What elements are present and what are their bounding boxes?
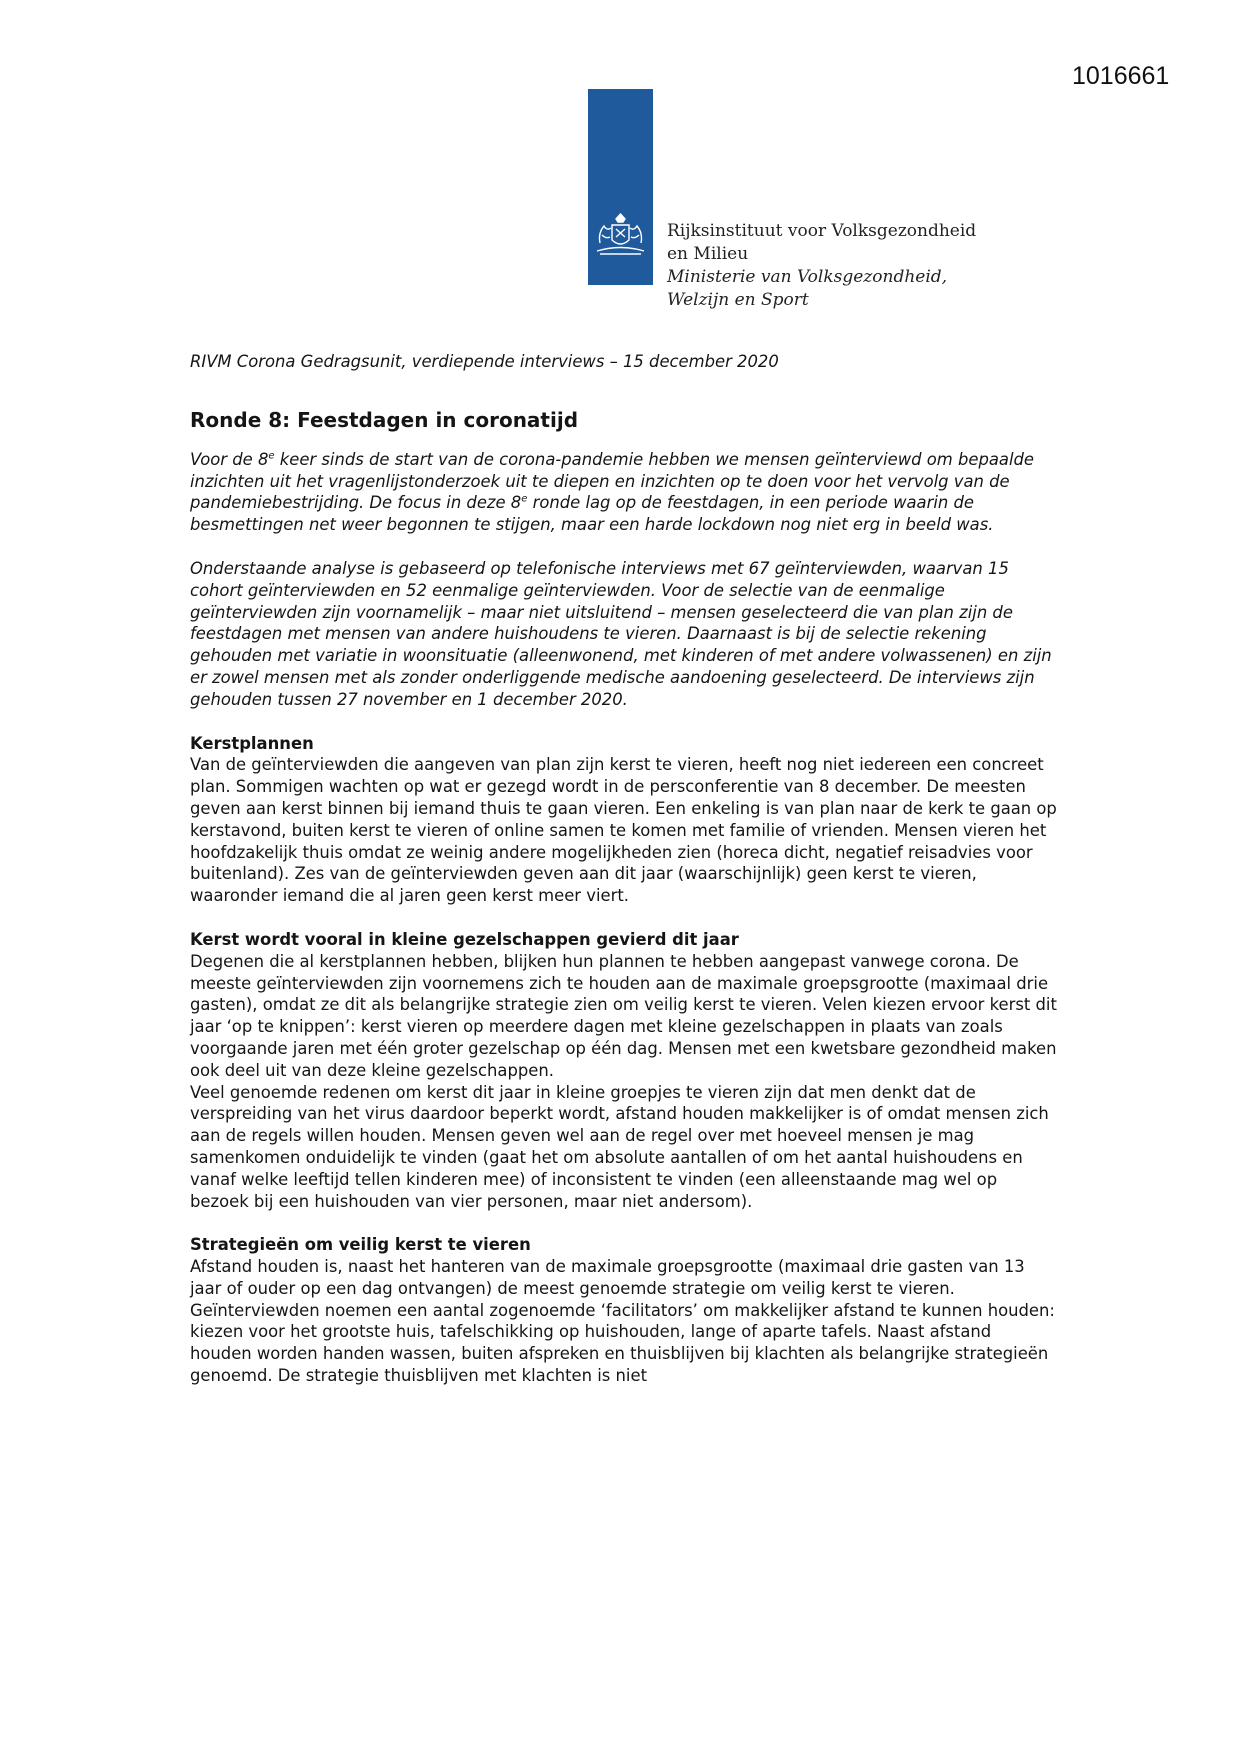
section-paragraph: Van de geïnterviewden die aangeven van plan zijn kerst te vieren, heeft nog niet iedereen een concreet plan. Sommigen wachten op wat er gezegd wordt in de persconferentie van 8 december. De meesten geven aan kerst binnen bij iemand thuis te gaan vieren. Een enkeling is van plan naar de kerk te gaan op kerstavond, buiten kerst te vieren of online samen te komen met familie of vrienden. Mensen vieren het hoofdzakelijk thuis omdat ze weinig andere mogelijkheden zien (horeca dicht, negatief reisadvies voor buitenland). Zes van de geïnterviewden geven aan dit jaar (waarschijnlijk) geen kerst te vieren, waaronder iemand die al jaren geen kerst meer viert. xyxy=(190,755,1057,906)
organization-block xyxy=(667,220,976,312)
section-heading-strategieen: Strategieën om veilig kerst te vieren xyxy=(190,1235,531,1255)
section-heading-kleine-gezelschappen: Kerst wordt vooral in kleine gezelschappen gevierd dit jaar xyxy=(190,929,739,949)
ministry-line1: Ministerie van Volksgezondheid, xyxy=(667,267,948,287)
coat-of-arms-icon xyxy=(592,213,649,257)
section-paragraph: Afstand houden is, naast het hanteren van de maximale groepsgrootte (maximaal drie gasten van 13 jaar of ouder op een dag ontvangen) de meest genoemde strategie om veilig kerst te vieren. Geïnterviewden noemen een aantal zogenoemde ‘facilitators’ om makkelijker afstand te kunnen houden: kiezen voor het grootste huis, tafelschikking op huishouden, lange of aparte tafels. Naast afstand houden worden handen wassen, buiten afspreken en thuisblijven bij klachten als belangrijke strategieën genoemd. De strategie thuisblijven met klachten is niet xyxy=(190,1257,1055,1386)
ministry-line2: Welzijn en Sport xyxy=(667,290,809,310)
page-title: Ronde 8: Feestdagen in coronatijd xyxy=(190,407,579,432)
org-name-line1: Rijksinstituut voor Volksgezondheid xyxy=(667,221,977,241)
section-paragraph: Veel genoemde redenen om kerst dit jaar in kleine groepjes te vieren zijn dat men denkt dat de verspreiding van het virus daardoor beperkt wordt, afstand houden makkelijker is of omdat mensen zich aan de regels willen houden. Mensen geven wel aan de regel over met hoeveel mensen je mag samenkomen onduidelijk te vinden (gaat het om absolute aantallen of om het aantal huishoudens en vanaf welke leeftijd tellen kinderen mee) of inconsistent te vinden (een alleenstaande mag wel op bezoek bij een huishouden van vier personen, maar niet andersom). xyxy=(190,1082,1049,1211)
document-body xyxy=(190,351,1058,1387)
section-heading-kerstplannen: Kerstplannen xyxy=(190,733,314,753)
document-subtitle: RIVM Corona Gedragsunit, verdiepende interviews – 15 december 2020 xyxy=(190,352,779,371)
section-paragraph: Degenen die al kerstplannen hebben, blijken hun plannen te hebben aangepast vanwege corona. De meeste geïnterviewden zijn voornemens zich te houden aan de maximale groepsgrootte (maximaal drie gasten), omdat ze dit als belangrijke strategie zien om veilig kerst te vieren. Velen kiezen ervoor kerst dit jaar ‘op te knippen’: kerst vieren op meerdere dagen met kleine gezelschappen in plaats van zoals voorgaande jaren met één groter gezelschap op één dag. Mensen met een kwetsbare gezondheid maken ook deel uit van deze kleine gezelschappen. xyxy=(190,951,1057,1080)
document-number: 1016661 xyxy=(1072,62,1170,90)
intro-paragraph-1: Voor de 8e keer sinds de start van de corona-pandemie hebben we mensen geïnterviewd om bepaalde inzichten uit het vragenlijstonderzoek uit te diepen en inzichten op te doen voor het vervolg van de pandemiebestrijding. De focus in deze 8e ronde lag op de feestdagen, in een periode waarin de besmettingen net weer begonnen te stijgen, maar een harde lockdown nog niet erg in beeld was. xyxy=(190,449,1035,535)
org-name-line2: en Milieu xyxy=(667,244,749,264)
intro-paragraph-2: Onderstaande analyse is gebaseerd op telefonische interviews met 67 geïnterviewden, waarvan 15 cohort geïnterviewden en 52 eenmalige geïnterviewden. Voor de selectie van de eenmalige geïnterviewden zijn voornamelijk – maar niet uitsluitend – mensen geselecteerd die van plan zijn de feestdagen met mensen van andere huishoudens te vieren. Daarnaast is bij de selectie rekening gehouden met variatie in woonsituatie (alleenwonend, met kinderen of met andere volwassenen) en zijn er zowel mensen met als zonder onderliggende medische aandoening geselecteerd. De interviews zijn gehouden tussen 27 november en 1 december 2020. xyxy=(190,558,1052,709)
rijksoverheid-logo xyxy=(588,89,653,285)
